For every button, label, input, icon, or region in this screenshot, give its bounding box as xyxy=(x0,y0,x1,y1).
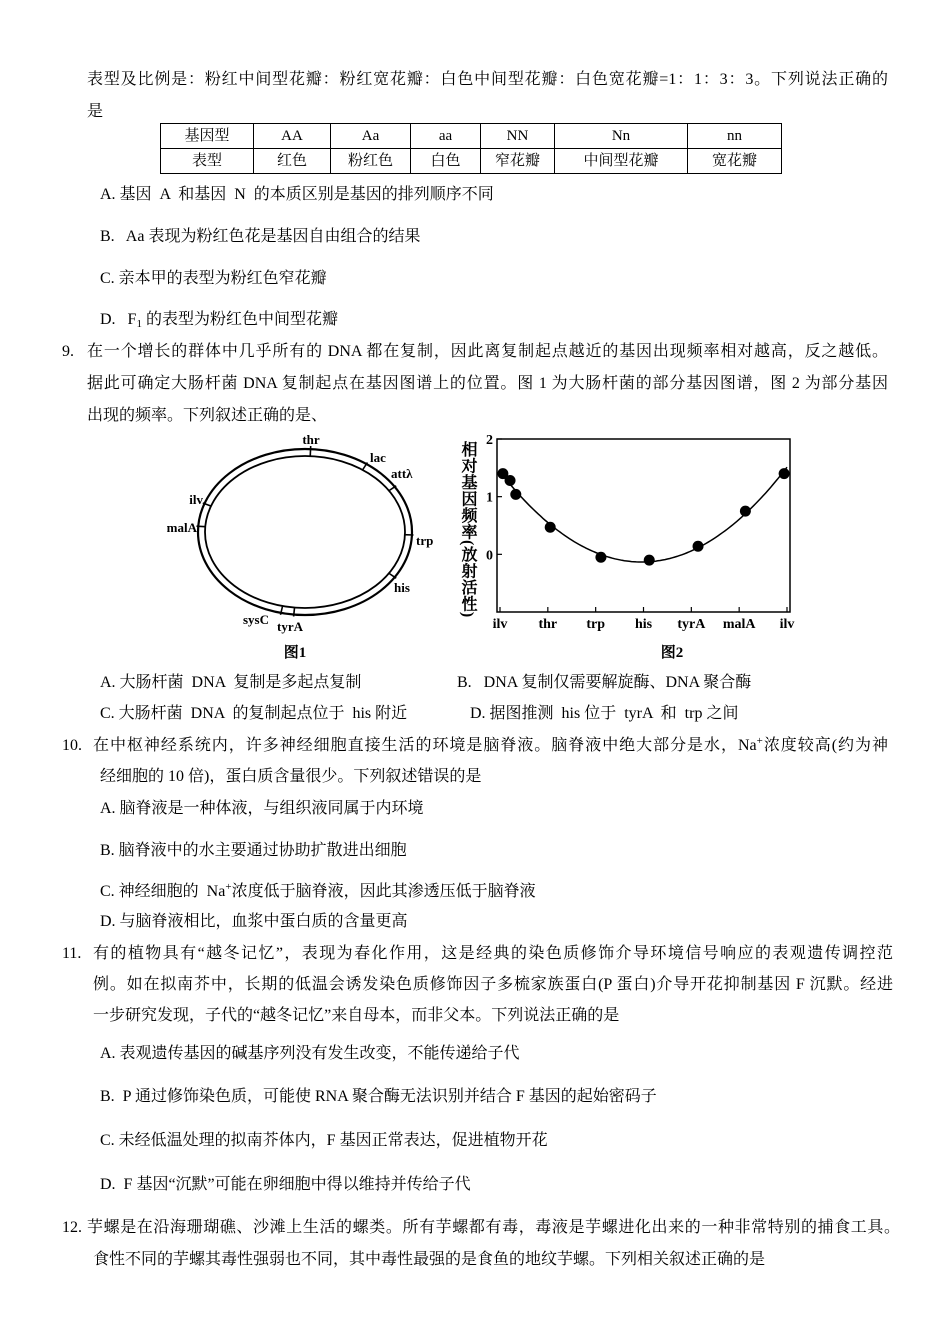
q10-option-c-text: C. 神经细胞的 Na xyxy=(100,883,226,900)
q11-stem-line-2: 例。如在拟南芥中，长期的低温会诱发染色质修饰因子多梳家族蛋白(P 蛋白)介导开花抑制基因 F 沉默。经进 xyxy=(93,976,893,993)
data-point xyxy=(779,468,790,479)
q8-option-d-text-rest: 的表型为粉红色中间型花瓣 xyxy=(141,311,338,328)
table-cell: 表型 xyxy=(161,149,254,174)
q10-option-c-superscript: + xyxy=(225,881,232,893)
x-tick-label: tyrA xyxy=(677,617,706,632)
q11-option-c: C. 未经低温处理的拟南芥体内，F 基因正常表达，促进植物开花 xyxy=(100,1132,548,1149)
gene-label-trp: trp xyxy=(416,533,434,548)
table-cell: 窄花瓣 xyxy=(481,149,555,174)
data-point xyxy=(510,489,521,500)
data-point xyxy=(644,555,655,566)
q11-option-b: B. P 通过修饰染色质，可能使 RNA 聚合酶无法识别并结合 F 基因的起始密码子 xyxy=(100,1088,657,1105)
q11-option-a: A. 表观遗传基因的碱基序列没有发生改变，不能传递给子代 xyxy=(100,1045,520,1062)
q10-number: 10. xyxy=(62,737,82,754)
q11-stem-line-3: 一步研究发现，子代的“越冬记忆”来自母本，而非父本。下列说法正确的是 xyxy=(93,1007,620,1024)
table-cell: NN xyxy=(481,124,555,149)
genotype-phenotype-table xyxy=(160,123,782,174)
gene-label-his: his xyxy=(394,580,410,595)
q8-option-d xyxy=(100,309,338,331)
table-cell: Aa xyxy=(331,124,411,149)
q10-option-a: A. 脑脊液是一种体液，与组织液同属于内环境 xyxy=(100,800,424,817)
gene-tick-malA xyxy=(197,526,206,527)
data-point xyxy=(740,506,751,517)
q12-stem-line-1: 芋螺是在沿海珊瑚礁、沙滩上生活的螺类。所有芋螺都有毒，毒液是芋螺进化出来的一种非常特别的捕食工具。 xyxy=(87,1219,900,1236)
gene-label-thr: thr xyxy=(302,432,320,447)
q10-stem-text: 在中枢神经系统内，许多神经细胞直接生活的环境是脑脊液。脑脊液中绝大部分是水，Na xyxy=(93,737,757,754)
data-point xyxy=(505,475,516,486)
q9-stem-line-2: 据此可确定大肠杆菌 DNA 复制起点在基因图谱上的位置。图 1 为大肠杆菌的部分基因图谱，图 2 为部分基因 xyxy=(87,375,888,392)
q10-option-b: B. 脑脊液中的水主要通过协助扩散进出细胞 xyxy=(100,842,407,859)
q10-option-c xyxy=(100,881,536,903)
q8-option-c: C. 亲本甲的表型为粉红色窄花瓣 xyxy=(100,270,327,287)
x-tick-label: his xyxy=(634,617,653,632)
gene-label-lac: lac xyxy=(370,450,386,465)
gene-label-ilv: ilv xyxy=(189,492,203,507)
chart-y-axis-label: 相对基因频率(放射活性) xyxy=(459,441,476,618)
table-cell: nn xyxy=(688,124,782,149)
figure-2-chart xyxy=(478,428,805,668)
table-cell: Nn xyxy=(555,124,688,149)
x-tick-label: thr xyxy=(538,617,558,632)
x-tick-label: malA xyxy=(722,617,756,632)
q10-stem-text-rest: 浓度较高(约为神 xyxy=(762,737,888,754)
q10-stem-line-2: 经细胞的 10 倍)，蛋白质含量很少。下列叙述错误的是 xyxy=(100,768,482,785)
q10-option-c-text-rest: 浓度低于脑脊液，因此其渗透压低于脑脊液 xyxy=(231,883,536,900)
y-tick-label: 0 xyxy=(486,548,493,564)
data-point xyxy=(545,522,556,533)
y-tick-label: 2 xyxy=(486,433,493,448)
table-cell: aa xyxy=(411,124,481,149)
table-cell: 宽花瓣 xyxy=(688,149,782,174)
figure-2-caption: 图2 xyxy=(660,645,684,661)
x-tick-label: ilv xyxy=(492,617,508,632)
q9-option-a: A. 大肠杆菌 DNA 复制是多起点复制 xyxy=(100,674,362,691)
table-cell: AA xyxy=(254,124,331,149)
figure-1-caption: 图1 xyxy=(283,645,307,661)
q8-stem-line-2: 是 xyxy=(87,103,104,120)
q12-stem-line-2: 食性不同的芋螺其毒性强弱也不同，其中毒性最强的是食鱼的地纹芋螺。下列相关叙述正确的是 xyxy=(93,1251,766,1268)
x-tick-label: ilv xyxy=(779,617,795,632)
q8-option-a: A. 基因 A 和基因 N 的本质区别是基因的排列顺序不同 xyxy=(100,186,494,203)
data-point xyxy=(595,552,606,563)
table-cell: 粉红色 xyxy=(331,149,411,174)
q9-option-c: C. 大肠杆菌 DNA 的复制起点位于 his 附近 xyxy=(100,705,408,722)
q8-option-d-text: D. F xyxy=(100,311,137,328)
y-tick-label: 1 xyxy=(486,490,493,506)
table-cell: 中间型花瓣 xyxy=(555,149,688,174)
q8-option-b: B. Aa 表现为粉红色花是基因自由组合的结果 xyxy=(100,228,421,245)
q8-stem-line-1: 表型及比例是：粉红中间型花瓣：粉红宽花瓣：白色中间型花瓣：白色宽花瓣=1：1：3：3。下列说法正确的 xyxy=(87,71,888,88)
gene-label-malA: malA xyxy=(166,520,197,535)
table-row xyxy=(161,124,782,149)
q12-number: 12. xyxy=(62,1219,82,1236)
plot-frame xyxy=(497,439,790,612)
q8-option-d-subscript: 1 xyxy=(136,318,142,330)
q10-stem-superscript: + xyxy=(756,735,763,747)
x-tick-label: trp xyxy=(586,617,606,632)
data-point xyxy=(693,541,704,552)
gene-label-tyrA: tyrA xyxy=(277,619,303,634)
q11-stem-line-1: 有的植物具有“越冬记忆”，表现为春化作用，这是经典的染色质修饰介导环境信号响应的表观遗传调控范 xyxy=(93,945,893,962)
table-row xyxy=(161,149,782,174)
q11-number: 11. xyxy=(62,945,82,962)
gene-label-att: attλ xyxy=(391,466,413,481)
q9-stem-line-3: 出现的频率。下列叙述正确的是、 xyxy=(87,407,328,424)
table-cell: 基因型 xyxy=(161,124,254,149)
q10-option-d: D. 与脑脊液相比，血浆中蛋白质的含量更高 xyxy=(100,913,408,930)
genome-outer-ring xyxy=(198,449,412,615)
q10-stem-line-1 xyxy=(93,735,888,757)
table-cell: 白色 xyxy=(411,149,481,174)
q11-option-d: D. F 基因“沉默”可能在卵细胞中得以维持并传给子代 xyxy=(100,1176,471,1193)
table-cell: 红色 xyxy=(254,149,331,174)
q9-option-d: D. 据图推测 his 位于 tyrA 和 trp 之间 xyxy=(470,705,739,722)
gene-tick-tyrA xyxy=(294,607,295,617)
q9-option-b: B. DNA 复制仅需要解旋酶、DNA 聚合酶 xyxy=(457,674,752,691)
gene-tick-thr xyxy=(310,446,311,457)
genome-inner-ring xyxy=(205,456,405,608)
gene-label-sysC: sysC xyxy=(242,612,269,627)
q9-stem-line-1: 在一个增长的群体中几乎所有的 DNA 都在复制，因此离复制起点越近的基因出现频率相对越高，反之越低。 xyxy=(87,343,888,360)
figure-1-gene-map xyxy=(140,425,460,670)
q9-number: 9. xyxy=(62,343,74,360)
